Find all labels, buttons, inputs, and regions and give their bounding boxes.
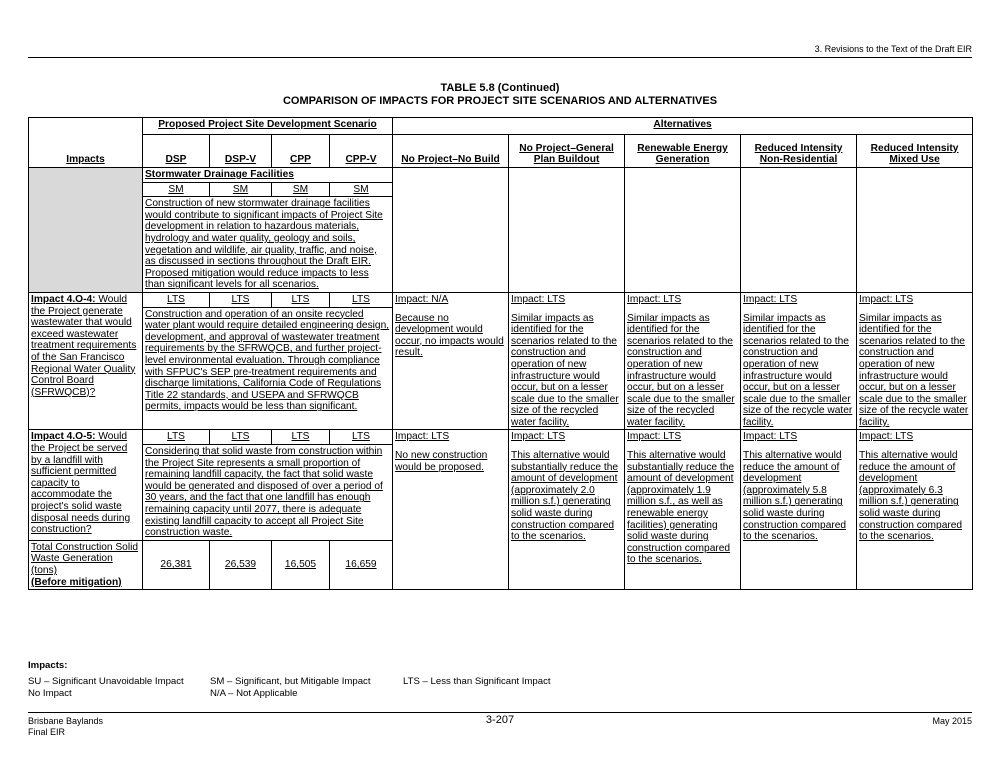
impact-4o4-renewable-rating: Impact: LTS [627,293,682,305]
impact-4o4-non-residential-rating: Impact: LTS [743,293,798,305]
legend-lts: LTS – Less than Significant Impact [403,676,551,687]
impact-4o4-rating-dsp-v: LTS [210,292,272,307]
header-rule [28,57,972,58]
impact-4o5-general-text: This alternative would substantially reduce the amount of development (approximately 2.0 million s.f.) generating solid waste during construction compared to the scenarios. [511,450,619,543]
table-subtitle: COMPARISON OF IMPACTS FOR PROJECT SITE SCENARIOS AND ALTERNATIVES [282,95,718,107]
impact-4o5-question: Would the Project be served by a landfill with sufficient permitted capacity to accommodate the project's solid waste disposal needs during construction? [31,431,131,536]
impact-4o4-no-build [393,292,509,430]
storm-impact-cell [29,168,143,293]
impact-4o4-non-residential [741,292,857,430]
impact-4o4-id: Impact 4.O-4: [31,293,96,305]
storm-rating-dsp: SM [143,182,210,197]
storm-rating-dsp-v: SM [210,182,272,197]
impact-4o5-rating-cpp-v: LTS [330,430,393,445]
impact-4o5-rating-dsp-v: LTS [210,430,272,445]
impact-4o4-general [509,292,625,430]
legend-na: N/A – Not Applicable [210,688,298,699]
table-title: TABLE 5.8 (Continued) [440,82,560,94]
col-no-build: No Project–No Build [393,135,509,168]
storm-general [509,168,625,293]
storm-label: Stormwater Drainage Facilities [143,168,393,183]
impact-4o5-renewable-rating: Impact: LTS [627,431,682,443]
impact-4o5-rating-cpp: LTS [272,430,330,445]
legend-title-text: Impacts [28,660,65,671]
col-cpp: CPP [272,135,330,168]
total-waste-cpp: 16,505 [272,540,330,589]
storm-renewable [625,168,741,293]
impact-4o5-renewable [625,430,741,590]
impact-4o4-question: Would the Project generate wastewater that would exceed wastewater treatment requirements of the San Francisco Regional Water Quality Control Board (SFRWQCB)? [31,293,137,398]
impact-4o5-label [29,430,143,540]
impact-4o4-general-text: Similar impacts as identified for the scenarios related to the construction and operation of new infrastructure would occur, but on a lesser scale due to the smaller size of the recycled water facility. [511,312,619,428]
impact-4o4-mixed-use-text: Similar impacts as identified for the scenarios related to the construction and operation of new infrastructure would occur, but on a lesser scale due to the smaller size of the recycle water facility. [859,312,969,428]
impact-4o5-mixed-use-rating: Impact: LTS [859,431,914,443]
impact-4o5-no-build [393,430,509,590]
comparison-table [28,117,973,590]
impact-4o5-non-residential-text: This alternative would reduce the amount of development (approximately 5.8 million s.f.) generating solid waste during construction compared to the scenarios. [743,450,847,543]
impact-4o4-non-residential-text: Similar impacts as identified for the scenarios related to the construction and operation of new infrastructure would occur, but on a lesser scale due to the smaller size of the recycle water facility. [743,312,853,428]
group-proposed: Proposed Project Site Development Scenario [143,118,393,135]
legend-title: Impacts: [28,660,68,671]
storm-no-build [393,168,509,293]
legend-su: SU – Significant Unavoidable Impact [28,676,184,687]
storm-non-residential [741,168,857,293]
footer-rule [28,712,972,713]
section-header: 3. Revisions to the Text of the Draft EIR [814,44,972,54]
storm-rating-cpp: SM [272,182,330,197]
impact-4o4-label [29,292,143,430]
total-waste-label-bold: (Before mitigation) [31,576,122,588]
impact-4o4-renewable [625,292,741,430]
impact-4o5-general [509,430,625,590]
impact-4o5-renewable-text: This alternative would substantially reduce the amount of development (approximately 1.9 million s.f., as well as renewable energy facilities) generating solid waste during construction compared to the scenarios. [627,450,735,566]
impact-4o5-non-residential-rating: Impact: LTS [743,431,798,443]
total-waste-dsp-v: 26,539 [210,540,272,589]
storm-rating-cpp-v: SM [330,182,393,197]
legend-ni: No Impact [28,688,72,699]
impact-4o4-rating-cpp: LTS [272,292,330,307]
col-mixed-use: Reduced Intensity Mixed Use [857,135,973,168]
col-general-plan: No Project–General Plan Buildout [509,135,625,168]
total-waste-label [29,540,143,589]
col-impacts: Impacts [29,118,143,168]
impact-4o5-no-build-text: No new construction would be proposed. [395,450,488,473]
storm-description: Construction of new stormwater drainage facilities would contribute to significant impacts of Project Site development in relation to hazardous materials, hydrology and water quality, geology and soils, vegetation and wildlife, air quality, traffic, and noise, as discussed in sections throughout the Draft EIR. Proposed mitigation would reduce impacts to less than significant levels for all scenarios. [143,197,393,293]
impact-4o5-no-build-rating: Impact: LTS [395,431,450,443]
storm-mixed-use [857,168,973,293]
impact-4o5-mixed-use-text: This alternative would reduce the amount of development (approximately 6.3 million s.f.) generating solid waste during construction compared to the scenarios. [859,450,963,543]
legend-sm: SM – Significant, but Mitigable Impact [210,676,371,687]
total-waste-dsp: 26,381 [143,540,210,589]
impact-4o4-no-build-rating: Impact: N/A [395,293,449,305]
impact-4o5-mixed-use [857,430,973,590]
impact-4o4-description: Construction and operation of an onsite recycled water plant would require detailed engineering design, development, and approval of wastewater treatment requirements by the SFRWQCB, and further project-level environmental evaluation. Through compliance with SFPUC's SEP pre-treatment requirements and discharge limitations, California Code of Regulations Title 22 standards, and USEPA and SFRWQCB permits, impacts would be less than significant. [143,307,393,430]
col-renewable: Renewable Energy Generation [625,135,741,168]
footer-document: Final EIR [28,727,66,737]
col-cpp-v: CPP-V [330,135,393,168]
impact-4o4-renewable-text: Similar impacts as identified for the scenarios related to the construction and operation of new infrastructure would occur, but on a lesser scale due to the smaller size of the recycled water facility. [627,312,735,428]
footer-project: Brisbane Baylands [28,716,104,726]
impact-4o5-description: Considering that solid waste from construction within the Project Site represents a small proportion of remaining landfill capacity, the fact that solid waste would be generated and disposed of over a period of 30 years, and the fact that one landfill has enough remaining capacity until 2077, there is adequate existing landfill capacity to accept all Project Site construction waste. [143,445,393,541]
impact-4o5-non-residential [741,430,857,590]
col-non-residential: Reduced Intensity Non-Residential [741,135,857,168]
group-alternatives: Alternatives [393,118,973,135]
impact-4o4-rating-cpp-v: LTS [330,292,393,307]
footer-date: May 2015 [932,716,972,726]
impact-4o4-general-rating: Impact: LTS [511,293,566,305]
page-number: 3-207 [485,714,515,726]
impact-4o5-rating-dsp: LTS [143,430,210,445]
total-waste-label-text: Total Construction Solid Waste Generation (tons) [31,541,139,576]
total-waste-cpp-v: 16,659 [330,540,393,589]
impact-4o5-id: Impact 4.O-5: [31,431,96,443]
impact-4o5-general-rating: Impact: LTS [511,431,566,443]
col-dsp-v: DSP-V [210,135,272,168]
impact-4o4-mixed-use [857,292,973,430]
impact-4o4-rating-dsp: LTS [143,292,210,307]
impact-4o4-no-build-text: Because no development would occur, no impacts would result. [395,312,504,359]
impact-4o4-mixed-use-rating: Impact: LTS [859,293,914,305]
col-dsp: DSP [143,135,210,168]
